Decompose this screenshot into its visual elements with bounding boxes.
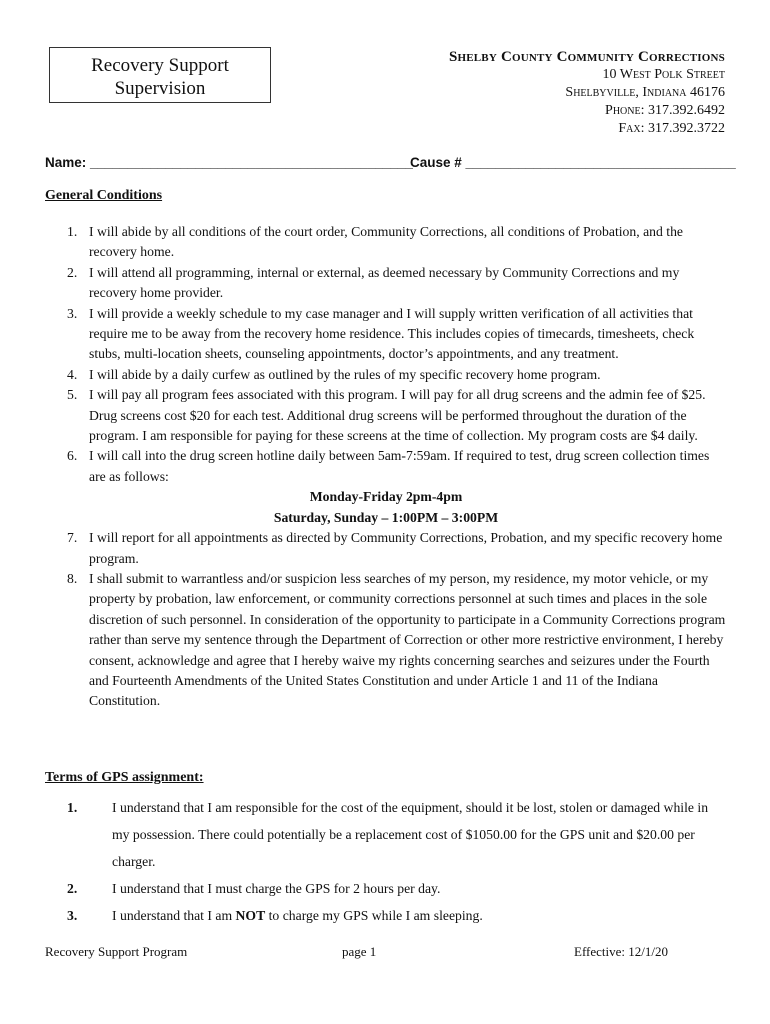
- gps-term-number: 1.: [67, 800, 78, 815]
- condition-number: 3.: [67, 305, 78, 321]
- gps-term-number: 2.: [67, 881, 78, 896]
- condition-number: 4.: [67, 366, 78, 382]
- condition-number: 5.: [67, 387, 78, 403]
- address-street: 10 West Polk Street: [602, 67, 725, 82]
- condition-item: [45, 222, 727, 263]
- footer-program-name: Recovery Support Program: [45, 944, 188, 959]
- general-conditions-heading: General Conditions: [45, 188, 163, 203]
- condition-item: [45, 365, 727, 385]
- condition-item: [45, 385, 727, 446]
- phone-number: Phone: 317.392.6492: [605, 103, 725, 118]
- condition-item: [45, 446, 727, 528]
- gps-term-emphasis: NOT: [235, 908, 266, 923]
- condition-text: I will provide a weekly schedule to my case manager and I will supply written verification of all activities that require me to be away from the recovery home residence. This includes copies of timecards, timesheets, check stubs, multi-location sheets, counseling appointments, doctor’s appointments, and any treatment.: [89, 305, 695, 362]
- general-conditions-list: [45, 222, 727, 712]
- gps-term-text: I understand that I must charge the GPS for 2 hours per day.: [112, 881, 441, 896]
- gps-terms-heading: Terms of GPS assignment:: [45, 770, 204, 785]
- condition-number: 8.: [67, 570, 78, 586]
- gps-term-number: 3.: [67, 908, 78, 923]
- gps-term-text-before: I understand that I am: [112, 908, 236, 923]
- condition-item: [45, 304, 727, 365]
- gps-terms-list: [45, 794, 727, 929]
- gps-term-text-after: to charge my GPS while I am sleeping.: [265, 908, 483, 923]
- condition-text: I will abide by a daily curfew as outlined by the rules of my specific recovery home program.: [89, 366, 601, 382]
- condition-item: [45, 569, 727, 712]
- agency-address-block: [449, 48, 725, 138]
- schedule-weekend: Saturday, Sunday – 1:00PM – 3:00PM: [273, 509, 499, 525]
- title-line-1: Recovery Support: [91, 55, 229, 76]
- condition-item: [45, 263, 727, 304]
- document-title-box: [49, 47, 271, 103]
- address-city: Shelbyville, Indiana 46176: [565, 85, 725, 100]
- gps-term-text: I understand that I am responsible for the cost of the equipment, should it be lost, stolen or damaged while in my possession. There could potentially be a replacement cost of $1050.00 for the GPS unit and $20.00 per charger.: [112, 800, 709, 869]
- condition-text: I will call into the drug screen hotline daily between 5am-7:59am. If required to test, drug screen collection times are as follows:: [89, 448, 710, 484]
- condition-number: 6.: [67, 448, 78, 464]
- name-field[interactable]: Name: ___________________________________________: [45, 155, 413, 170]
- condition-text: I will pay all program fees associated with this program. I will pay for all drug screens and the admin fee of $25. Drug screens cost $20 for each test. Additional drug screens will be performed throughout the duration of the program. I am responsible for paying for these screens at the time of collection. My program costs are $4 daily.: [89, 387, 706, 444]
- condition-number: 1.: [67, 224, 78, 239]
- gps-term-item: [45, 794, 727, 875]
- agency-name: Shelby County Community Corrections: [448, 49, 725, 65]
- condition-text: I will report for all appointments as directed by Community Corrections, Probation, and my specific recovery home program.: [89, 530, 723, 566]
- fax-number: Fax: 317.392.3722: [618, 121, 725, 136]
- form-fields: [45, 155, 736, 170]
- condition-item: [45, 528, 727, 569]
- title-line-2: Supervision: [114, 78, 206, 99]
- condition-text: I will attend all programming, internal or external, as deemed necessary by Community Corrections and my recovery home provider.: [89, 264, 680, 301]
- gps-term-item: [45, 875, 727, 902]
- condition-number: 7.: [67, 530, 78, 546]
- condition-text: I will abide by all conditions of the court order, Community Corrections, all conditions of Probation, and the recovery home.: [89, 224, 683, 260]
- cause-number-field[interactable]: Cause # ____________________________________: [410, 155, 736, 170]
- condition-text: I shall submit to warrantless and/or suspicion less searches of my person, my residence, my motor vehicle, or my property by probation, law enforcement, or community corrections personnel at such times and places in the sole discretion of such personnel. In consideration of the opportunity to participate in a Community Corrections program rather than serve my sentence through the Department of Correction or other more restrictive environment, I hereby consent, acknowledge and agree that I hereby waive my rights concerning searches and seizures under the Fourth and Fourteenth Amendments of the United States Constitution and under Article 1 and 11 of the Indiana Constitution.: [89, 570, 726, 709]
- footer-effective-date: Effective: 12/1/20: [574, 944, 668, 959]
- condition-number: 2.: [67, 264, 78, 280]
- schedule-weekday: Monday-Friday 2pm-4pm: [309, 489, 463, 505]
- gps-term-item: [45, 902, 727, 929]
- footer-page-number: page 1: [342, 944, 377, 959]
